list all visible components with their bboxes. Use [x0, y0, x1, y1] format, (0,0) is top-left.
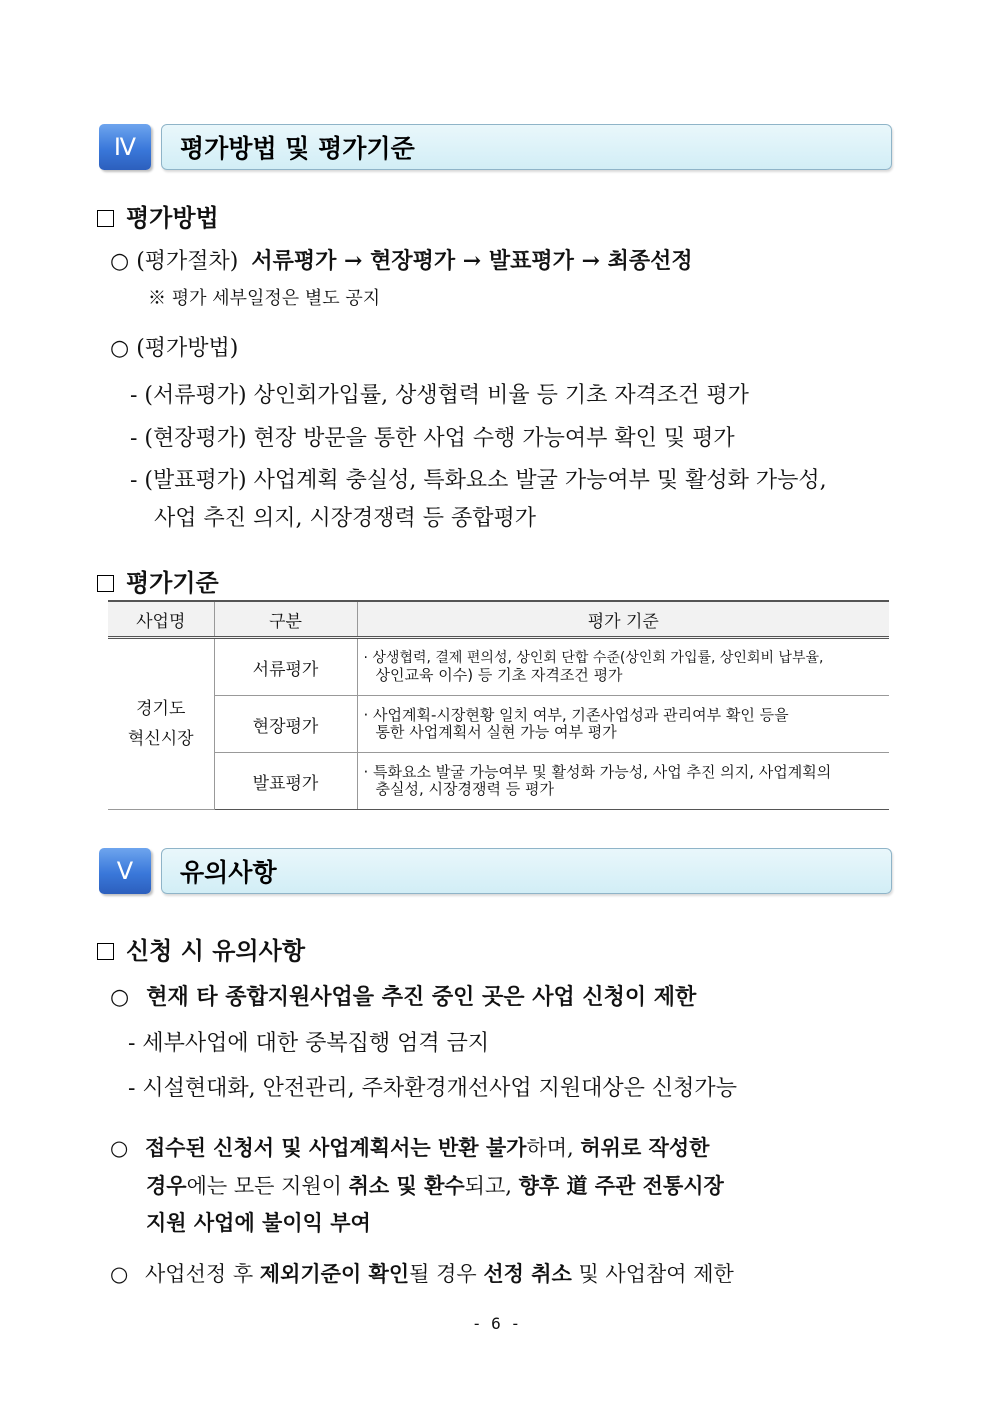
project-name-line-2: 혁신시장 — [127, 729, 194, 749]
notice-item-3 — [110, 1258, 734, 1288]
notice-item-2-b: 하며, — [526, 1136, 581, 1160]
method-heading — [97, 198, 219, 233]
section-5-numeral: Ⅴ — [116, 857, 134, 885]
header-criteria: 평가 기준 — [357, 601, 889, 638]
notice-heading-text: 신청 시 유의사항 — [126, 937, 305, 965]
bullet-circle: ○ — [110, 1262, 129, 1286]
project-name-cell — [108, 638, 214, 810]
criteria-table — [108, 600, 889, 810]
section-4-numeral: Ⅳ — [113, 133, 137, 161]
notice-item-3-d: 선정 취소 — [483, 1261, 572, 1286]
notice-item-2-a: 접수된 신청서 및 사업계획서는 반환 불가 — [145, 1135, 527, 1160]
section-5-badge — [99, 848, 151, 894]
header-category: 구분 — [214, 601, 357, 638]
criteria-line-2: 통한 사업계획서 실현 가능 여부 평가 — [375, 723, 617, 741]
page-number: - 6 - — [471, 1314, 521, 1333]
schedule-note: ※ 평가 세부일정은 별도 공지 — [148, 288, 381, 309]
table-row — [108, 753, 889, 810]
notice-item-3-c: 될 경우 — [409, 1262, 484, 1286]
notice-item-2-i: 지원 사업에 불이익 부여 — [146, 1210, 371, 1235]
pres-eval-line-1: - (발표평가) 사업계획 충실성, 특화요소 발굴 가능여부 및 활성화 가능성, — [130, 468, 827, 493]
criteria-line-2: 상인교육 이수) 등 기초 자격조건 평가 — [375, 666, 623, 684]
criteria-cell — [357, 638, 889, 696]
criteria-line-1: · 특화요소 발굴 가능여부 및 활성화 가능성, 사업 추진 의지, 사업계획의 — [363, 763, 832, 781]
section-5-title-bar — [161, 848, 892, 894]
section-4-title: 평가방법 및 평가기준 — [180, 134, 415, 163]
criteria-line-2: 충실성, 시장경쟁력 등 평가 — [375, 780, 554, 798]
methods-label: ○ (평가방법) — [110, 336, 239, 361]
notice-item-2-line-2 — [146, 1170, 724, 1200]
notice-item-2-line-3 — [146, 1207, 371, 1237]
notice-item-2-e: 에는 모든 지원이 — [186, 1174, 349, 1198]
bullet-circle: ○ — [110, 1136, 129, 1160]
checkbox-square-icon — [97, 210, 114, 227]
category-cell: 발표평가 — [214, 753, 357, 810]
notice-item-1-sub-1: - 세부사업에 대한 중복집행 엄격 금지 — [128, 1031, 490, 1056]
notice-item-1 — [110, 980, 696, 1011]
procedure-steps: 서류평가 → 현장평가 → 발표평가 → 최종선정 — [251, 248, 693, 274]
table-row — [108, 638, 889, 696]
procedure-line — [110, 244, 693, 275]
criteria-line-1: · 사업계획-시장현황 일치 여부, 기존사업성과 관리여부 확인 등을 — [363, 706, 789, 724]
procedure-label: ○ (평가절차) — [110, 249, 239, 274]
bullet-circle: ○ — [110, 985, 130, 1010]
site-eval-line: - (현장평가) 현장 방문을 통한 사업 수행 가능여부 확인 및 평가 — [130, 426, 735, 451]
notice-heading — [97, 931, 305, 966]
section-4-title-bar — [161, 124, 892, 170]
notice-item-2-h: 향후 道 주관 전통시장 — [518, 1173, 724, 1198]
notice-item-2-d: 경우 — [146, 1173, 187, 1198]
notice-item-2-c: 허위로 작성한 — [580, 1135, 710, 1160]
table-header-row — [108, 601, 889, 638]
notice-item-1-text: 현재 타 종합지원사업을 추진 중인 곳은 사업 신청이 제한 — [146, 984, 697, 1010]
notice-item-2-f: 취소 및 환수 — [348, 1173, 465, 1198]
checkbox-square-icon — [97, 575, 114, 592]
section-5-title: 유의사항 — [180, 858, 277, 887]
notice-item-2-g: 되고, — [464, 1174, 519, 1198]
criteria-cell — [357, 753, 889, 810]
criteria-line-1: · 상생협력, 결제 편의성, 상인회 단합 수준(상인회 가입률, 상인회비 납부율, — [363, 650, 824, 666]
criteria-heading-text: 평가기준 — [126, 569, 219, 597]
pres-eval-line-2: 사업 추진 의지, 시장경쟁력 등 종합평가 — [154, 506, 536, 531]
project-name-line-1: 경기도 — [136, 699, 186, 719]
notice-item-2-line-1 — [110, 1132, 709, 1162]
notice-item-3-e: 및 사업참여 제한 — [571, 1262, 734, 1286]
checkbox-square-icon — [97, 943, 114, 960]
criteria-cell — [357, 696, 889, 753]
notice-item-3-a: 사업선정 후 — [145, 1262, 260, 1286]
notice-item-3-b: 제외기준이 확인 — [259, 1261, 410, 1286]
category-cell: 현장평가 — [214, 696, 357, 753]
method-heading-text: 평가방법 — [126, 204, 219, 232]
section-4-badge — [99, 124, 151, 170]
criteria-heading — [97, 563, 219, 598]
notice-item-1-sub-2: - 시설현대화, 안전관리, 주차환경개선사업 지원대상은 신청가능 — [128, 1076, 737, 1101]
table-row — [108, 696, 889, 753]
doc-eval-line: - (서류평가) 상인회가입률, 상생협력 비율 등 기초 자격조건 평가 — [130, 383, 749, 408]
category-cell: 서류평가 — [214, 638, 357, 696]
header-project: 사업명 — [108, 601, 214, 638]
